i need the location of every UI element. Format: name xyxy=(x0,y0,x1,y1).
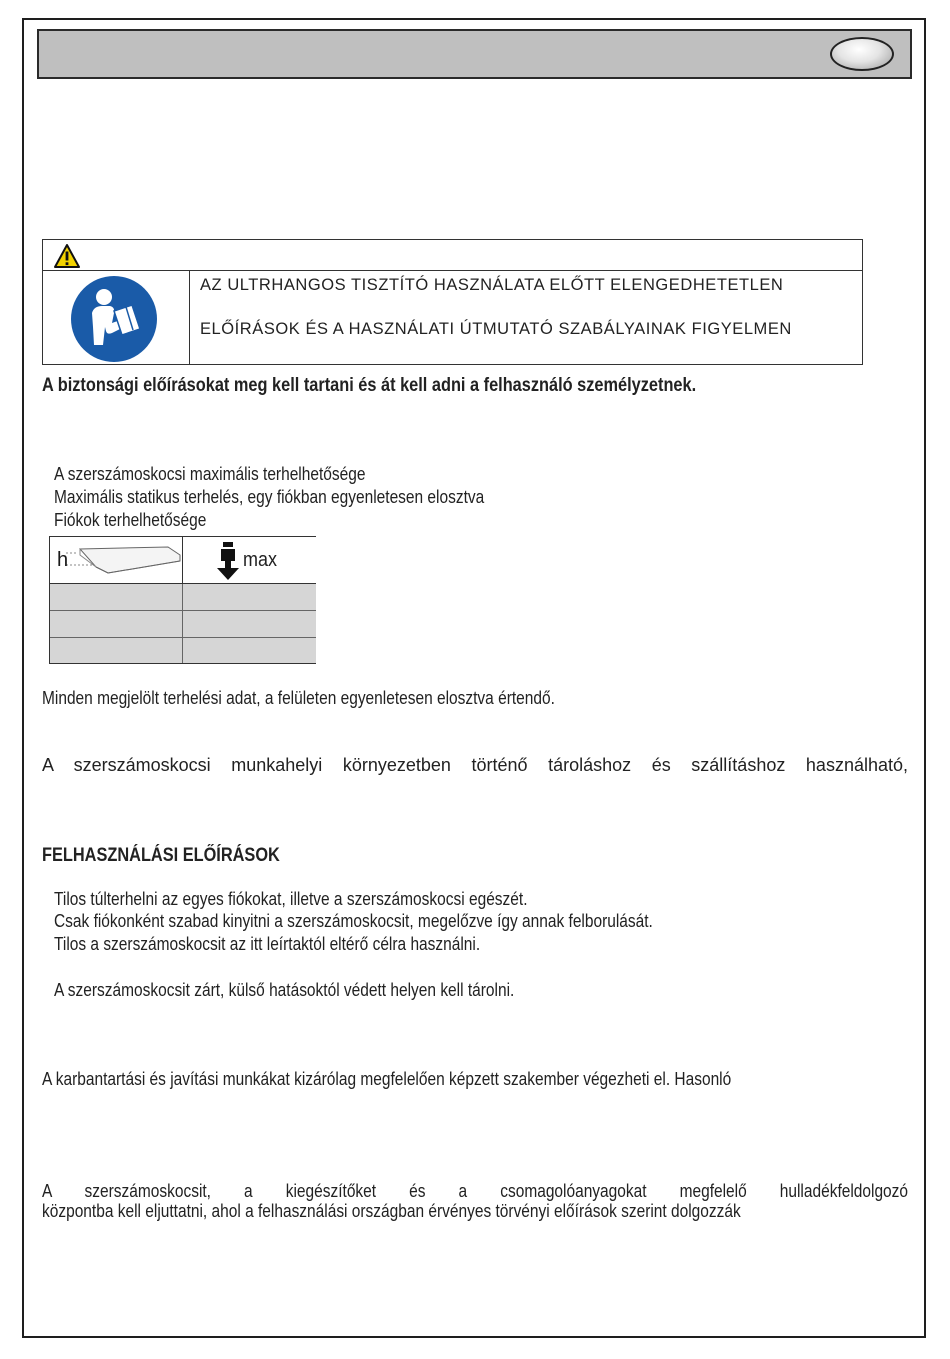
table-header-max xyxy=(183,537,316,584)
warning-icon-cell xyxy=(43,271,190,365)
rule-item-2: Csak fiókonként szabad kinyitni a szerszámoskocsit, megelőzve így annak felborulását. xyxy=(54,911,653,931)
table-cell xyxy=(183,584,316,611)
table-cell xyxy=(183,638,316,663)
rules-heading: FELHASZNÁLÁSI ELŐÍRÁSOK xyxy=(42,845,280,866)
table-cell xyxy=(50,638,183,663)
load-capacity-table xyxy=(49,536,316,664)
table-cell xyxy=(50,611,183,638)
capacity-line-3: Fiókok terhelhetősége xyxy=(54,510,207,530)
storage-rule: A szerszámoskocsit zárt, külső hatásoktól védett helyen kell tárolni. xyxy=(54,980,515,1000)
capacity-line-2: Maximális statikus terhelés, egy fiókban egyenletesen elosztva xyxy=(54,487,485,507)
disposal-line-2: központba kell eljuttatni, ahol a felhasználási országban érvényes törvényi előírások szerint dolgozzák xyxy=(42,1201,741,1221)
rule-item-1: Tilos túlterhelni az egyes fiókokat, illetve a szerszámoskocsi egészét. xyxy=(54,889,528,909)
read-manual-icon xyxy=(70,275,158,363)
warning-box xyxy=(42,239,863,365)
safety-note: A biztonsági előírásokat meg kell tartani és át kell adni a felhasználó személyzetnek. xyxy=(42,375,697,396)
page-frame xyxy=(22,18,926,1338)
header-max-label: max xyxy=(243,549,278,571)
maintenance-text: A karbantartási és javítási munkákat kizárólag megfelelően képzett szakember végezheti el. Hasonló xyxy=(42,1069,732,1089)
drawer-height-icon xyxy=(50,537,182,583)
table-cell xyxy=(50,584,183,611)
weight-down-arrow-icon xyxy=(215,541,241,581)
header-h-label: h xyxy=(57,549,69,571)
warning-header-row xyxy=(43,240,862,271)
load-note: Minden megjelölt terhelési adat, a felületen egyenletesen elosztva értendő. xyxy=(42,688,555,708)
warning-triangle-icon xyxy=(53,243,81,269)
warning-line-2: ELŐÍRÁSOK ÉS A HASZNÁLATI ÚTMUTATÓ SZABÁLYAINAK FIGYELMEN xyxy=(200,320,792,338)
disposal-line-1: A szerszámoskocsit, a kiegészítőket és a csomagolóanyagokat megfelelő hulladékfeldolgozó xyxy=(42,1181,909,1201)
table-header-height xyxy=(50,537,183,584)
header-bar xyxy=(37,29,912,79)
page-number-oval xyxy=(830,37,894,71)
rule-item-3: Tilos a szerszámoskocsit az itt leírtaktól eltérő célra használni. xyxy=(54,934,481,954)
capacity-line-1: A szerszámoskocsi maximális terhelhetősége xyxy=(54,464,366,484)
table-cell xyxy=(183,611,316,638)
usage-text: A szerszámoskocsi munkahelyi környezetben történő tároláshoz és szállításhoz használható, xyxy=(42,755,908,775)
warning-line-1: AZ ULTRHANGOS TISZTÍTÓ HASZNÁLATA ELŐTT ELENGEDHETETLEN xyxy=(200,276,784,294)
